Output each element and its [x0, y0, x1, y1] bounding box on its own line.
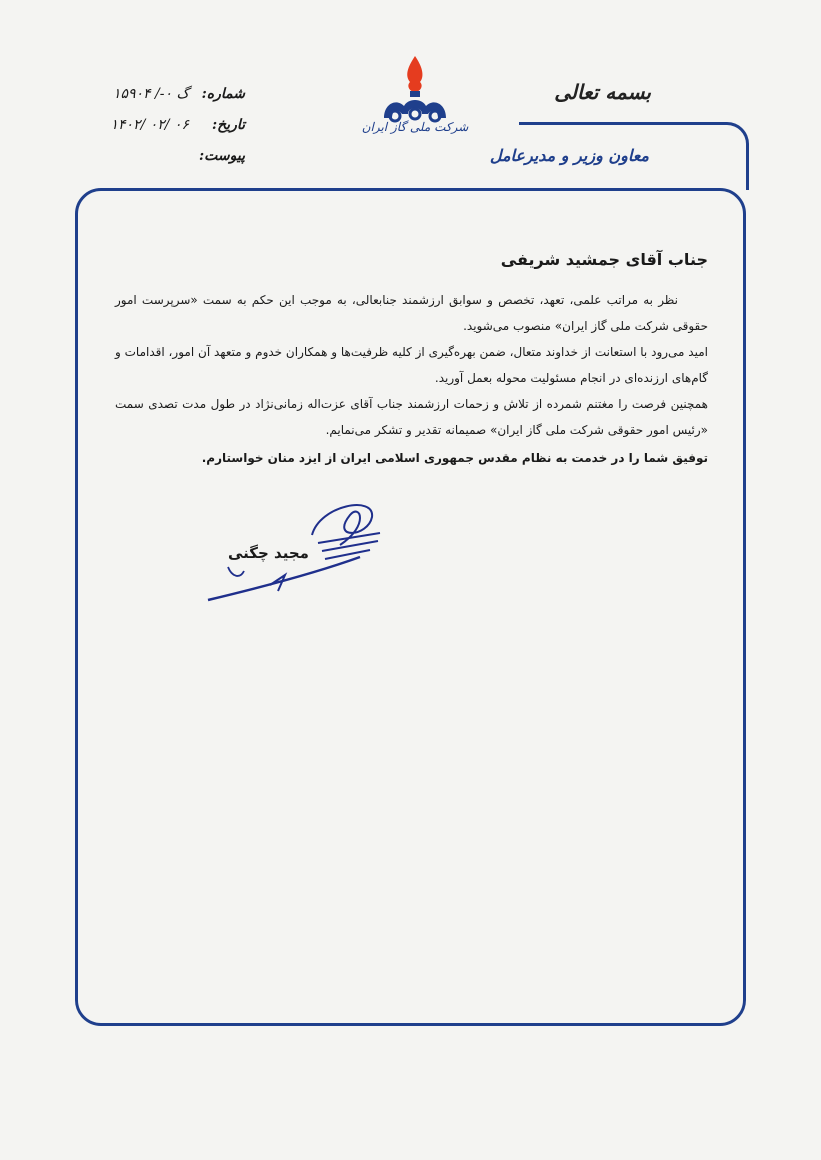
- paragraph-hope: امید می‌رود با استعانت از خداوند متعال، ضمن بهره‌گیری از کلیه ظرفیت‌ها و همکاران خدوم و متعهد آن امور، اقدامات و گام‌های ارزنده‌ای در انجام مسئولیت محوله بعمل آورید.: [115, 345, 708, 385]
- number-value: گ ۰-/ ۱۵۹۰۴: [112, 85, 189, 102]
- flame-icon: [407, 56, 422, 92]
- date-row: [95, 109, 245, 140]
- attachment-row: [95, 140, 245, 171]
- letter-meta: [95, 78, 245, 171]
- number-row: [95, 78, 245, 109]
- attachment-label: پیوست:: [199, 147, 245, 164]
- sender-title: معاون وزیر و مدیرعامل: [489, 146, 649, 165]
- date-value: ۱۴۰۲/ ۰۲/ ۰۶: [110, 116, 189, 133]
- bismillah-heading: بسمه تعالی: [554, 80, 651, 104]
- signatory-name: مجید چگنی: [228, 544, 309, 562]
- nigc-logo-icon: [360, 52, 470, 152]
- paragraph-closing: توفیق شما را در خدمت به نظام مقدس جمهوری اسلامی ایران از ایزد منان خواستارم.: [201, 451, 708, 465]
- paragraph-thanks: همچنین فرصت را مغتنم شمرده از تلاش و زحمات ارزشمند جناب آقای عزت‌اله زمانی‌نژاد در طول مدت تصدی سمت «رئیس امور حقوقی شرکت ملی گاز ایران» صمیمانه تقدیر و تشکر می‌نمایم.: [115, 397, 708, 437]
- recipient-line: جناب آقای جمشید شریفی: [500, 250, 708, 269]
- date-label: تاریخ:: [211, 116, 245, 133]
- company-logo-text: شرکت ملی گاز ایران: [361, 120, 469, 134]
- paragraph-appointment: نظر به مراتب علمی، تعهد، تخصص و سوابق ارزشمند جنابعالی، به موجب این حکم به سمت «سرپرست امور حقوقی شرکت ملی گاز ایران» منصوب می‌شوید.: [115, 293, 708, 333]
- number-label: شماره:: [201, 85, 245, 102]
- letter-body: [115, 247, 708, 471]
